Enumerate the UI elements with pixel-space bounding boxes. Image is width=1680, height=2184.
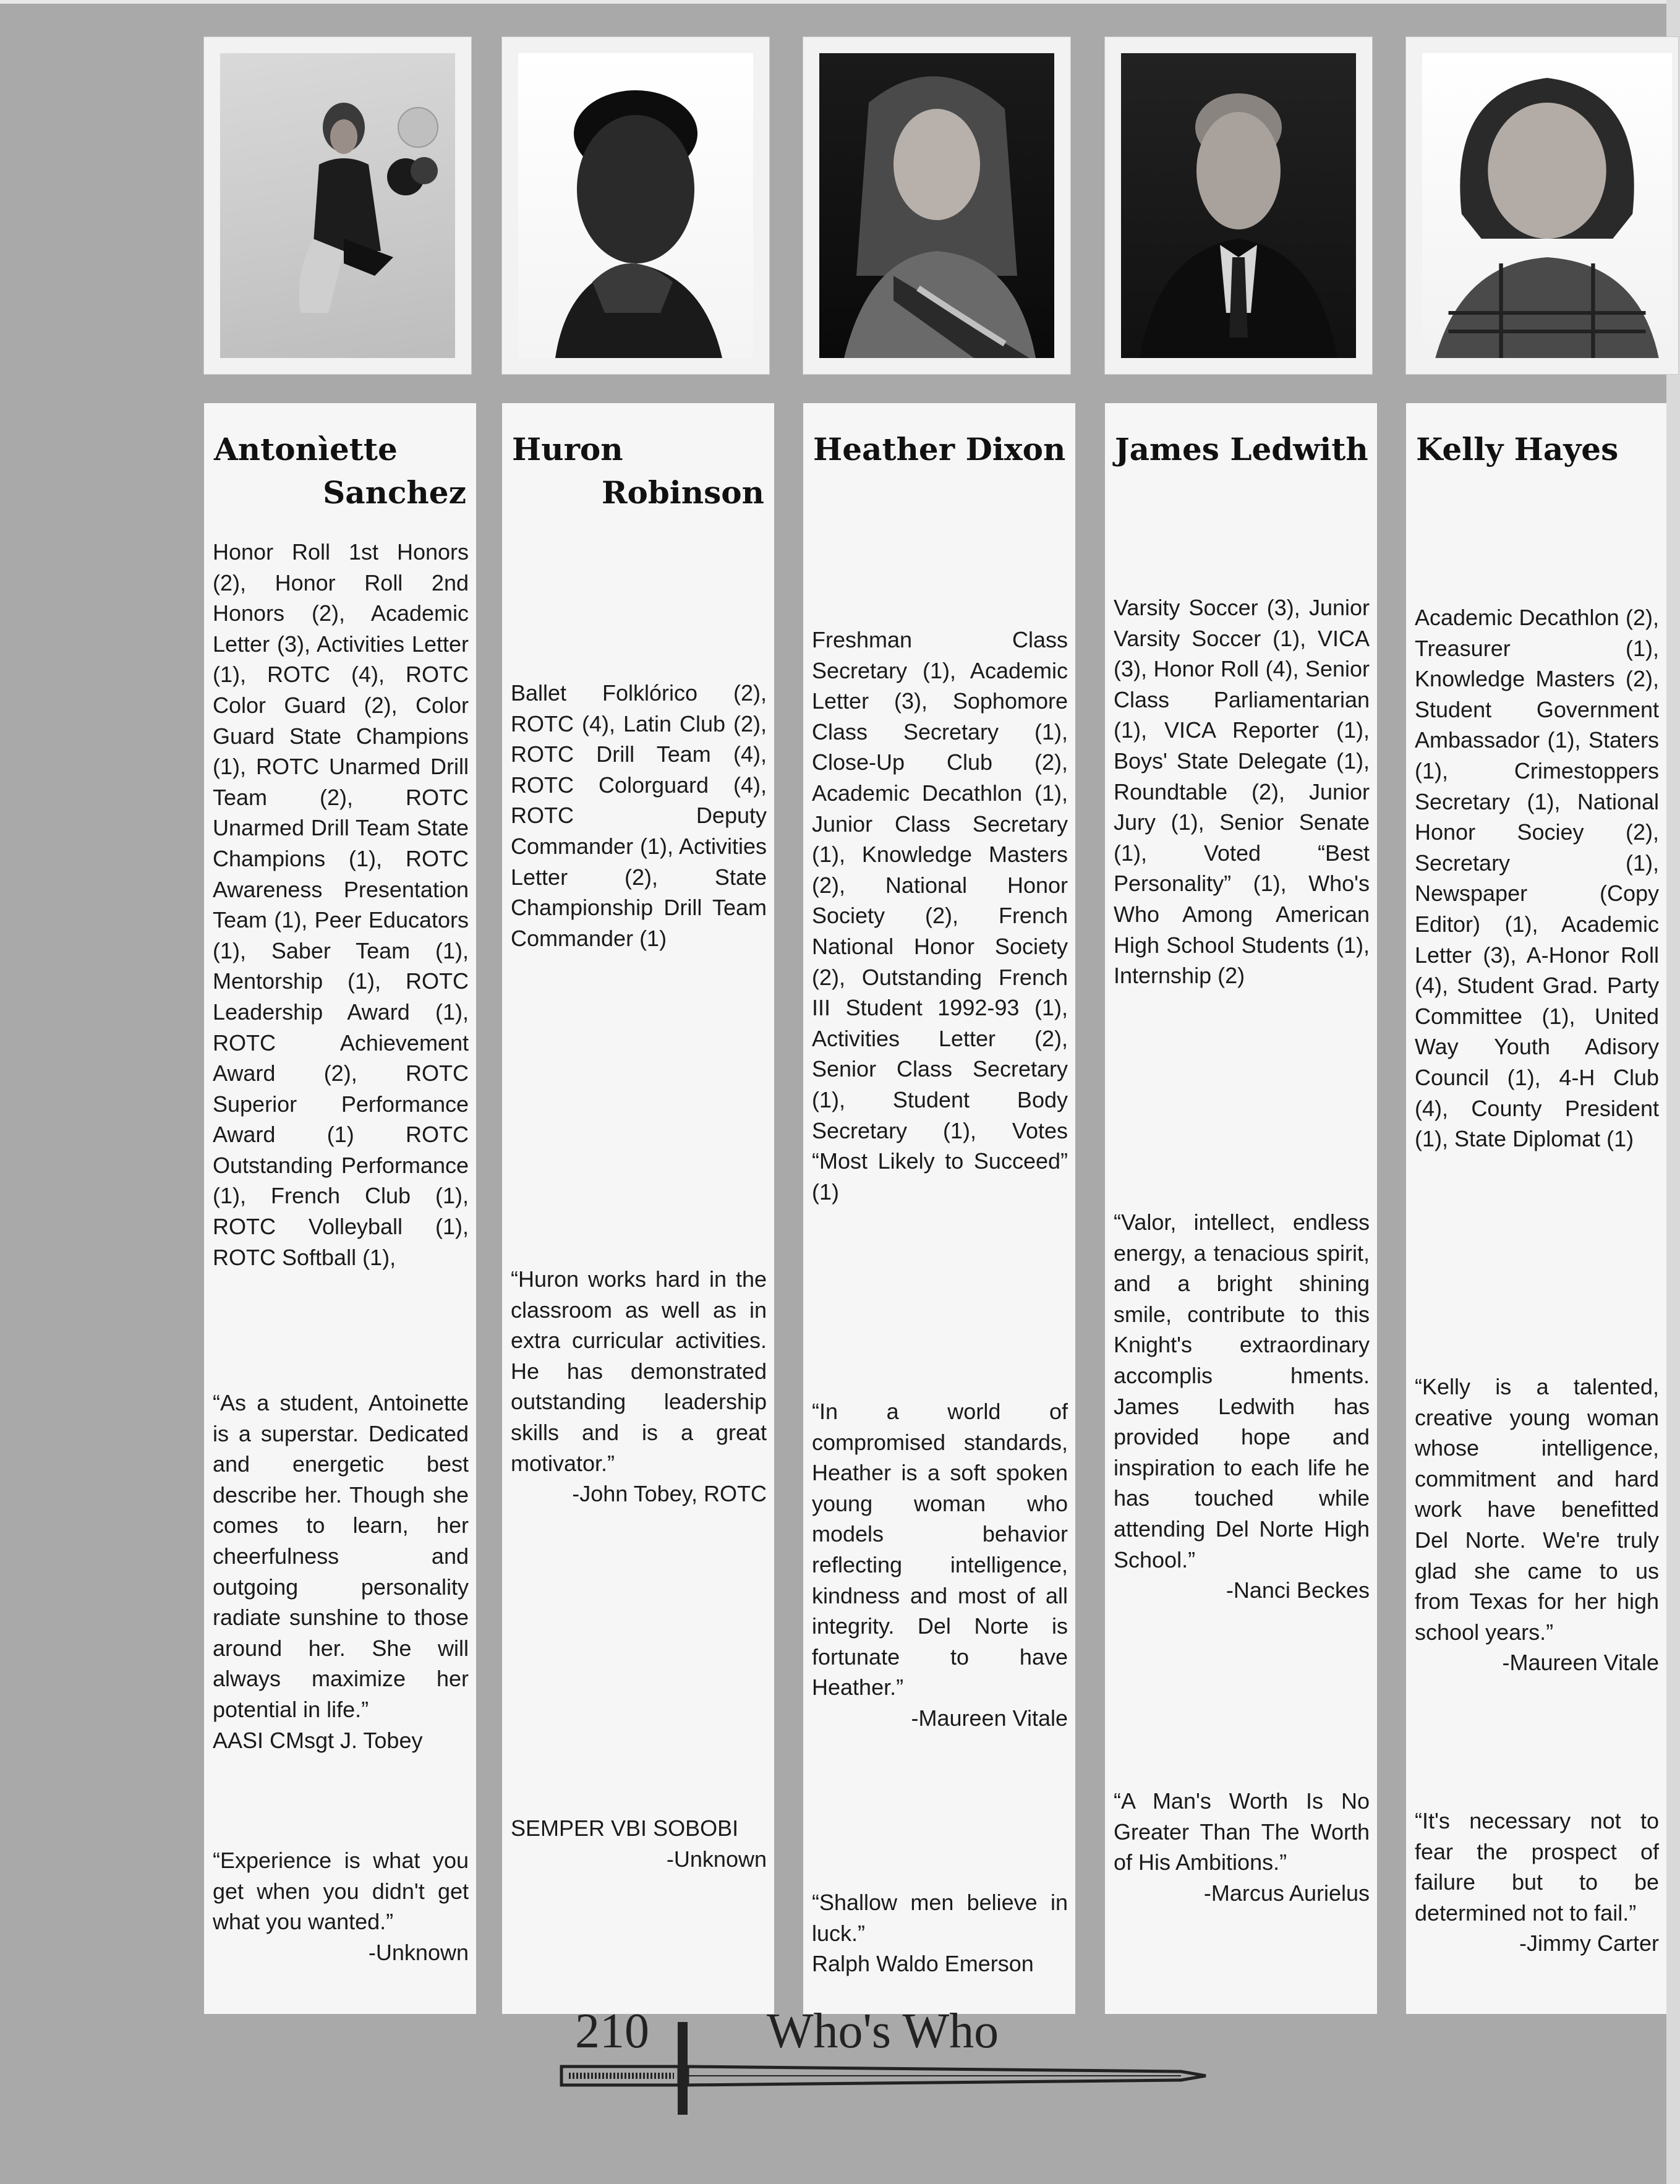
quote-1: [812, 1396, 1068, 1734]
quote-2-text: “It's necessary not to fear the prospect of failure but to be determined not to fail.”: [1415, 1808, 1659, 1926]
quote-2-attribution: -Jimmy Carter: [1519, 1930, 1659, 1956]
quote-2-attribution: -Unknown: [666, 1846, 767, 1872]
card-antoinette-sanchez: [204, 403, 476, 2014]
student-name: [512, 428, 764, 514]
quote-2-attribution: Ralph Waldo Emerson: [812, 1951, 1034, 1977]
photo-huron-robinson: [502, 37, 769, 374]
quote-1-attribution: -John Tobey, ROTC: [572, 1481, 767, 1507]
quote-1-text: “Valor, intellect, endless energy, a tenacious spirit, and a bright shining smile, contribute to this Knight's extraordinary accomplis hments. James Ledwith has provided hope and inspiration to each life he has touched while attending Del Norte High School.”: [1114, 1209, 1370, 1572]
quote-2-text: “A Man's Worth Is No Greater Than The Worth of His Ambitions.”: [1114, 1788, 1370, 1875]
quote-2: [812, 1887, 1068, 1979]
quote-1: [1114, 1207, 1370, 1606]
quote-1-text: “In a world of compromised standards, Heather is a soft spoken young woman who models behavior reflecting intelligence, kindness and most of all integrity. Del Norte is fortunate to have Heather.”: [812, 1399, 1068, 1700]
activities-text: Academic Decathlon (2), Treasurer (1), Knowledge Masters (2), Student Government Ambassador (1), Staters (1), Crimestoppers Secretary (1), National Honor Sociey (2), Secretary (1), Newspaper (Copy Editor) (1), Academic Letter (3), A-Honor Roll (4), Student Grad. Party Committee (1), United Way Youth Adisory Council (1), 4-H Club (4), County President (1), State Diplomat (1): [1415, 605, 1659, 1152]
quote-1-text: “Kelly is a talented, creative young woman whose intelligence, commitment and hard work have benefitted Del Norte. We're truly glad she came to us from Texas for her high school years.”: [1415, 1374, 1659, 1645]
name-line-1: Heather Dixon: [813, 431, 1066, 467]
quote-1-attribution: -Maureen Vitale: [911, 1705, 1068, 1731]
photo-james-ledwith: [1105, 37, 1372, 374]
quote-1: [1415, 1371, 1659, 1678]
quote-2-text: SEMPER VBI SOBOBI: [511, 1815, 739, 1841]
quote-2-text: “Experience is what you get when you didn't get what you wanted.”: [213, 1848, 469, 1935]
quote-1-attribution: -Nanci Beckes: [1226, 1577, 1370, 1603]
photo-kelly-hayes: [1406, 37, 1678, 374]
quote-1: [511, 1264, 767, 1509]
page-top-edge: [0, 0, 1680, 4]
section-title: Who's Who: [767, 2004, 999, 2058]
card-heather-dixon: [803, 403, 1075, 2014]
student-name: [214, 428, 466, 514]
quote-2: [1114, 1786, 1370, 1908]
quote-2-attribution: -Unknown: [368, 1939, 469, 1965]
quote-1-text: “Huron works hard in the classroom as well as in extra curricular activities. He has demonstrated outstanding leadership skills and is a great motivator.”: [511, 1266, 767, 1476]
quote-2-attribution: -Marcus Aurielus: [1203, 1880, 1370, 1906]
quote-1: [213, 1388, 469, 1755]
name-line-1: Antonìette: [214, 431, 398, 467]
card-james-ledwith: [1105, 403, 1377, 2014]
student-name: [1115, 428, 1367, 471]
activities-text: Ballet Folklórico (2), ROTC (4), Latin Club (2), ROTC Drill Team (4), ROTC Colorguard (4), ROTC Deputy Commander (1), Activities Letter (2), State Championship Drill Team Commander (1): [511, 680, 767, 951]
photo-antoinette-sanchez: [204, 37, 471, 374]
quote-2: [1415, 1806, 1659, 1959]
quote-1-attribution: -Maureen Vitale: [1502, 1650, 1659, 1676]
page-number: 210: [575, 2004, 649, 2058]
quote-1-text: “As a student, Antoinette is a superstar. Dedicated and energetic best describe her. Though she comes to learn, her cheerfulness and outgoing personality radiate sunshine to those around her. She will always maximize her potential in life.”: [213, 1390, 469, 1722]
quote-2: [213, 1845, 469, 1968]
quote-1-attribution: AASI CMsgt J. Tobey: [213, 1727, 423, 1753]
name-line-2: Sanchez: [323, 474, 466, 511]
card-kelly-hayes: [1406, 403, 1666, 2014]
student-name: [813, 428, 1065, 471]
name-line-1: Huron: [512, 431, 623, 467]
quote-2-text: “Shallow men believe in luck.”: [812, 1890, 1068, 1946]
activities-text: Honor Roll 1st Honors (2), Honor Roll 2nd Honors (2), Academic Letter (3), Activities Letter (1), ROTC (4), ROTC Color Guard (2), Color Guard State Champions (1), ROTC Unarmed Drill Team (2), ROTC Unarmed Drill Team State Champions (1), ROTC Awareness Presentation Team (1), Peer Educators (1), Saber Team (1), Mentorship (1), ROTC Leadership Award (1), ROTC Achievement Award (2), ROTC Superior Performance Award (1) ROTC Outstanding Performance (1), French Club (1), ROTC Volleyball (1), ROTC Softball (1),: [213, 539, 469, 1270]
activities-text: Freshman Class Secretary (1), Academic Letter (3), Sophomore Class Secretary (1), Close-Up Club (2), Academic Decathlon (1), Junior Class Secretary (1), Knowledge Masters (2), National Honor Society (2), French National Honor Society (2), Outstanding French III Student 1992-93 (1), Activities Letter (2), Senior Class Secretary (1), Student Body Secretary (1), Votes “Most Likely to Succeed” (1): [812, 627, 1068, 1205]
quote-2: [511, 1813, 767, 1874]
name-line-1: Kelly Hayes: [1416, 431, 1619, 467]
card-huron-robinson: [502, 403, 774, 2014]
activities-text: Varsity Soccer (3), Junior Varsity Soccer (1), VICA (3), Honor Roll (4), Senior Class Parliamentarian (1), VICA Reporter (1), Boys' State Delegate (1), Roundtable (2), Junior Jury (1), Senior Senate (1), Voted “Best Personality” (1), Who's Who Among American High School Students (1), Internship (2): [1114, 595, 1370, 989]
name-line-1: James Ledwith: [1115, 431, 1368, 467]
student-name: [1416, 428, 1657, 471]
photo-heather-dixon: [803, 37, 1070, 374]
name-line-2: Robinson: [601, 474, 764, 511]
